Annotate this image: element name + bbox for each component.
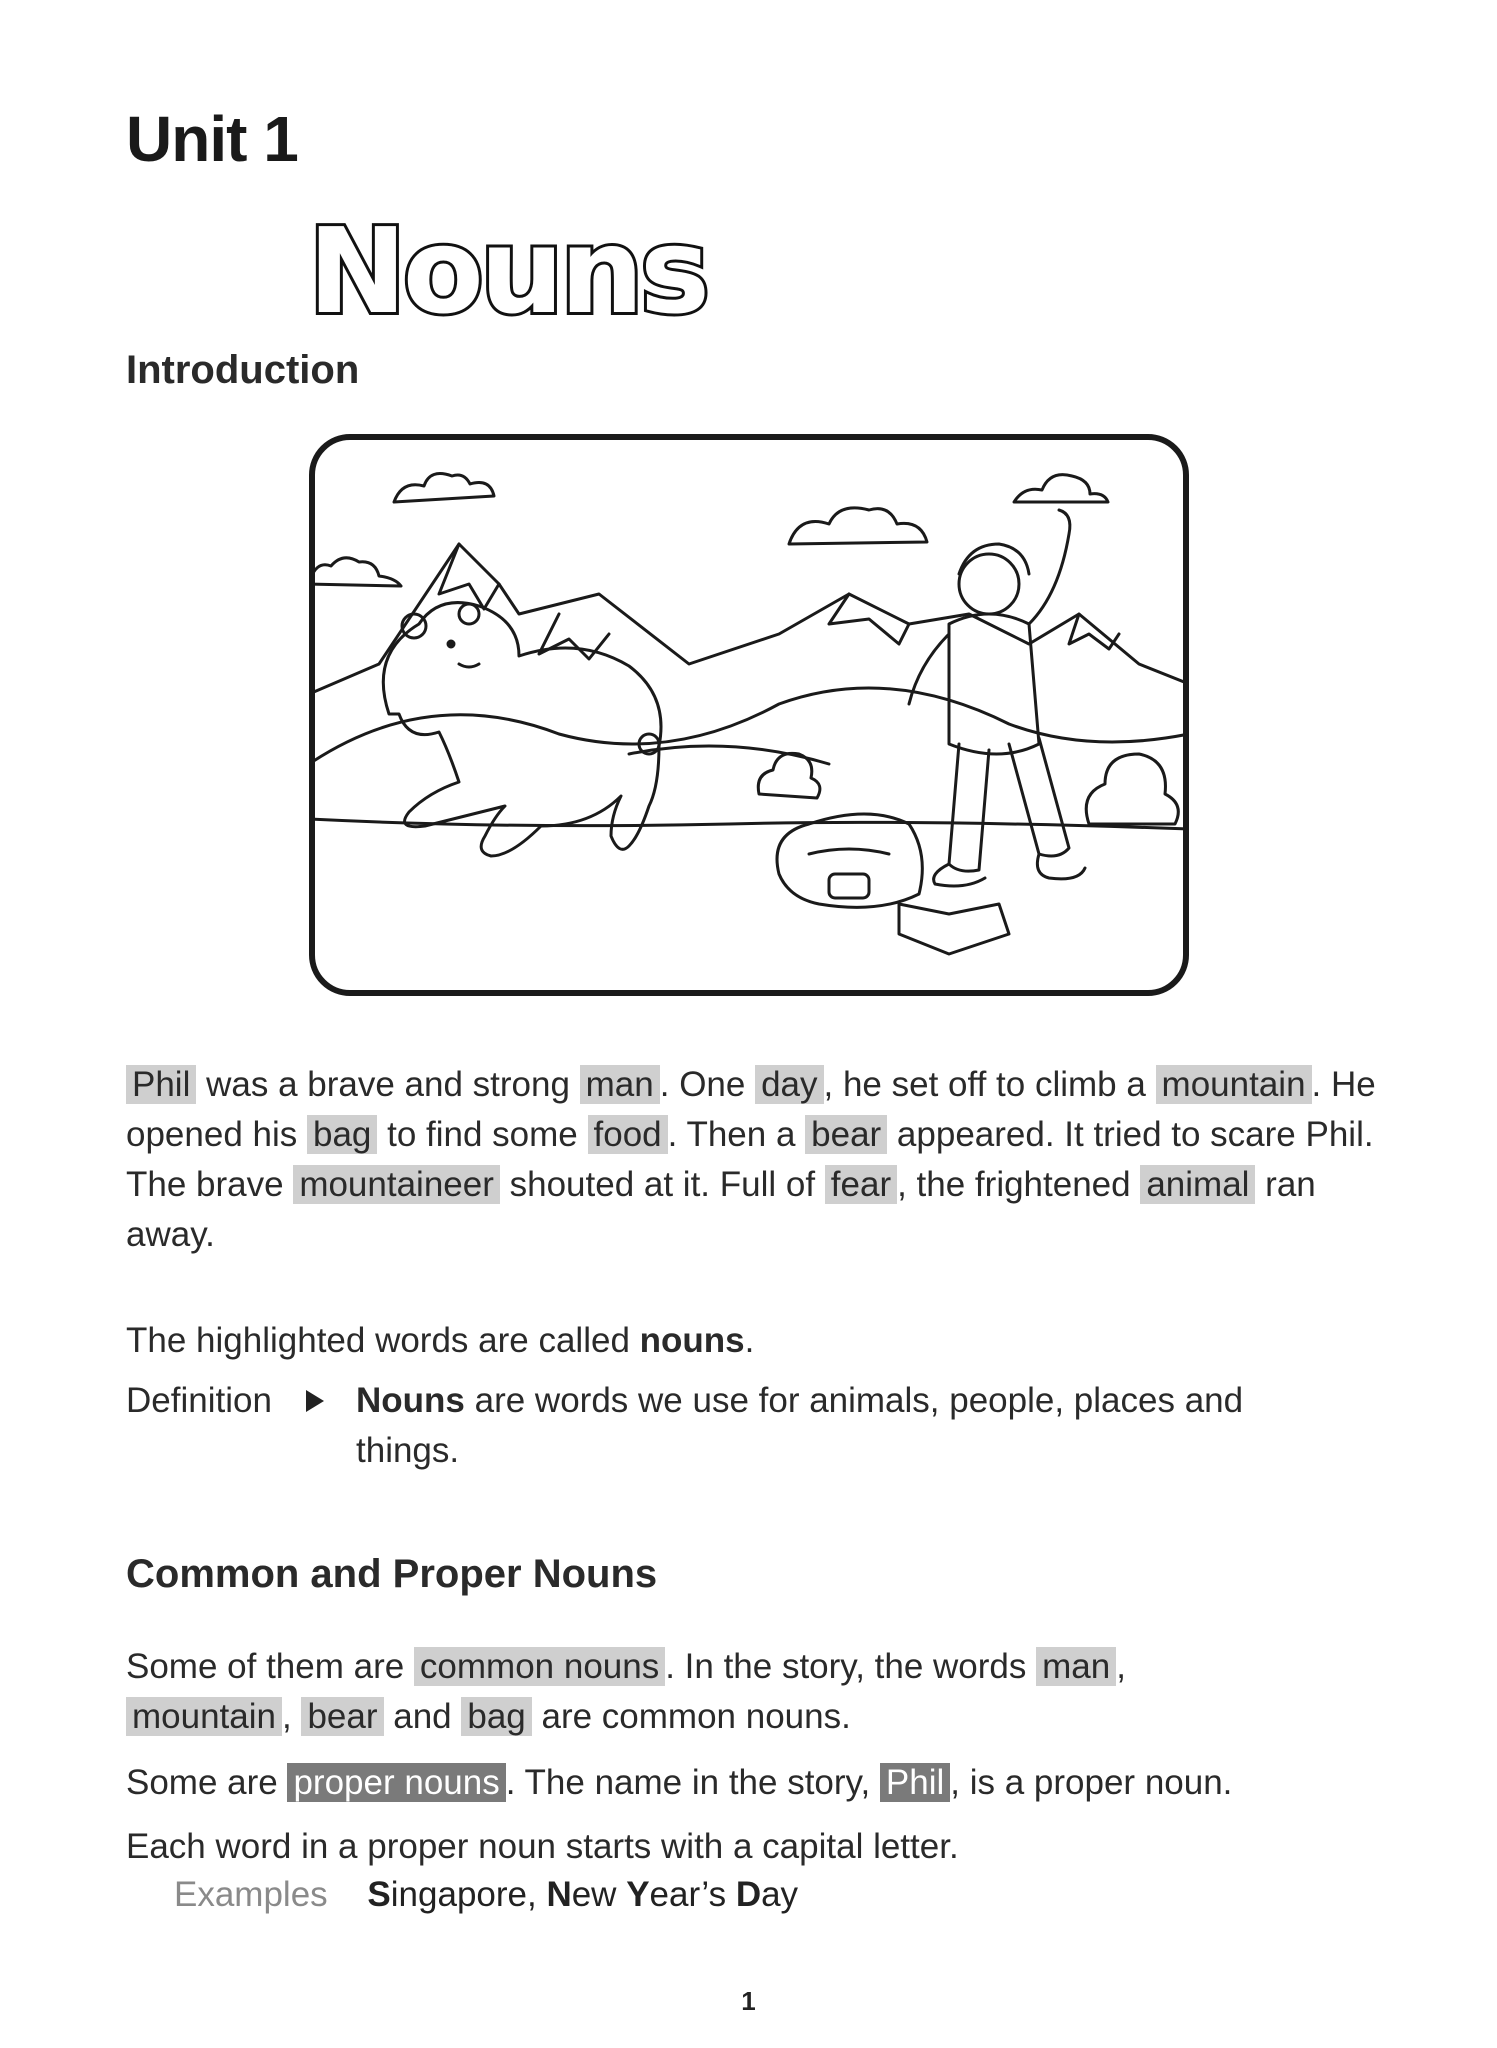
examples-row	[174, 1870, 798, 1920]
definition-bold: Nouns	[356, 1381, 465, 1420]
common-text: ,	[281, 1697, 302, 1736]
play-arrow-icon	[306, 1390, 324, 1412]
story-text: shouted at it. Full of	[499, 1165, 825, 1204]
noun-highlight: mountain	[126, 1697, 282, 1736]
called-bold: nouns	[639, 1321, 745, 1360]
noun-highlight: bear	[301, 1697, 383, 1736]
story-text: . Then a	[667, 1115, 806, 1154]
noun-highlight: mountaineer	[293, 1165, 500, 1204]
proper-nouns-paragraph	[126, 1758, 1386, 1808]
story-text: ran away.	[126, 1165, 1316, 1254]
common-nouns-paragraph	[126, 1642, 1386, 1742]
definition-label: Definition	[126, 1381, 272, 1420]
noun-highlight: man	[580, 1065, 660, 1104]
proper-text: . The name in the story,	[505, 1763, 880, 1802]
noun-highlight: mountain	[1156, 1065, 1312, 1104]
common-text: are common nouns.	[531, 1697, 851, 1736]
story-text: to find some	[377, 1115, 588, 1154]
noun-highlight: animal	[1140, 1165, 1255, 1204]
noun-highlight: bag	[461, 1697, 531, 1736]
story-illustration	[309, 434, 1189, 996]
story-paragraph	[126, 1060, 1376, 1260]
story-text: was a brave and strong	[196, 1065, 580, 1104]
story-text: , the frightened	[897, 1165, 1141, 1204]
called-end: .	[744, 1321, 755, 1360]
nouns-title-text: Nouns	[308, 202, 707, 338]
common-text: and	[383, 1697, 462, 1736]
example-part: ew	[571, 1875, 627, 1914]
common-text: . In the story, the words	[665, 1647, 1037, 1686]
story-text: . One	[659, 1065, 756, 1104]
proper-text: , is a proper noun.	[950, 1763, 1233, 1802]
examples-text	[367, 1875, 798, 1914]
story-text: , he set off to climb a	[823, 1065, 1156, 1104]
common-text: Some of them are	[126, 1647, 414, 1686]
called-nouns-line	[126, 1316, 1386, 1366]
example-part: ay	[761, 1875, 799, 1914]
noun-highlight: common nouns	[414, 1647, 665, 1686]
noun-highlight: day	[755, 1065, 823, 1104]
story-text: . He opened his	[126, 1065, 1376, 1154]
page-number: 1	[741, 1986, 756, 2016]
noun-highlight: fear	[825, 1165, 897, 1204]
unit-label: Unit 1	[126, 103, 298, 175]
proper-text: Some are	[126, 1763, 288, 1802]
example-part: ingapore,	[390, 1875, 547, 1914]
definition-body: are words we use for animals, people, places and things.	[356, 1381, 1244, 1470]
section-heading: Common and Proper Nouns	[126, 1552, 658, 1596]
definition-text	[356, 1376, 1306, 1476]
called-text: The highlighted words are called	[126, 1321, 640, 1360]
noun-highlight: food	[588, 1115, 668, 1154]
story-text: appeared. It tried to scare Phil. The brave	[126, 1115, 1374, 1204]
nouns-title	[300, 188, 720, 338]
noun-highlight: man	[1036, 1647, 1116, 1686]
capital-letter: D	[735, 1875, 762, 1914]
noun-highlight: bag	[307, 1115, 377, 1154]
example-part: ear’s	[649, 1875, 736, 1914]
common-text: ,	[1116, 1647, 1126, 1686]
noun-highlight: bear	[805, 1115, 887, 1154]
capital-letter: Y	[626, 1875, 650, 1914]
capital-letter: S	[367, 1875, 391, 1914]
capital-letter: N	[546, 1875, 572, 1914]
noun-highlight: Phil	[126, 1065, 196, 1104]
proper-highlight: proper nouns	[287, 1763, 505, 1802]
capital-rule: Each word in a proper noun starts with a capital letter.	[126, 1827, 959, 1866]
introduction-heading: Introduction	[126, 348, 360, 392]
examples-label: Examples	[174, 1875, 328, 1914]
proper-highlight: Phil	[880, 1763, 950, 1802]
